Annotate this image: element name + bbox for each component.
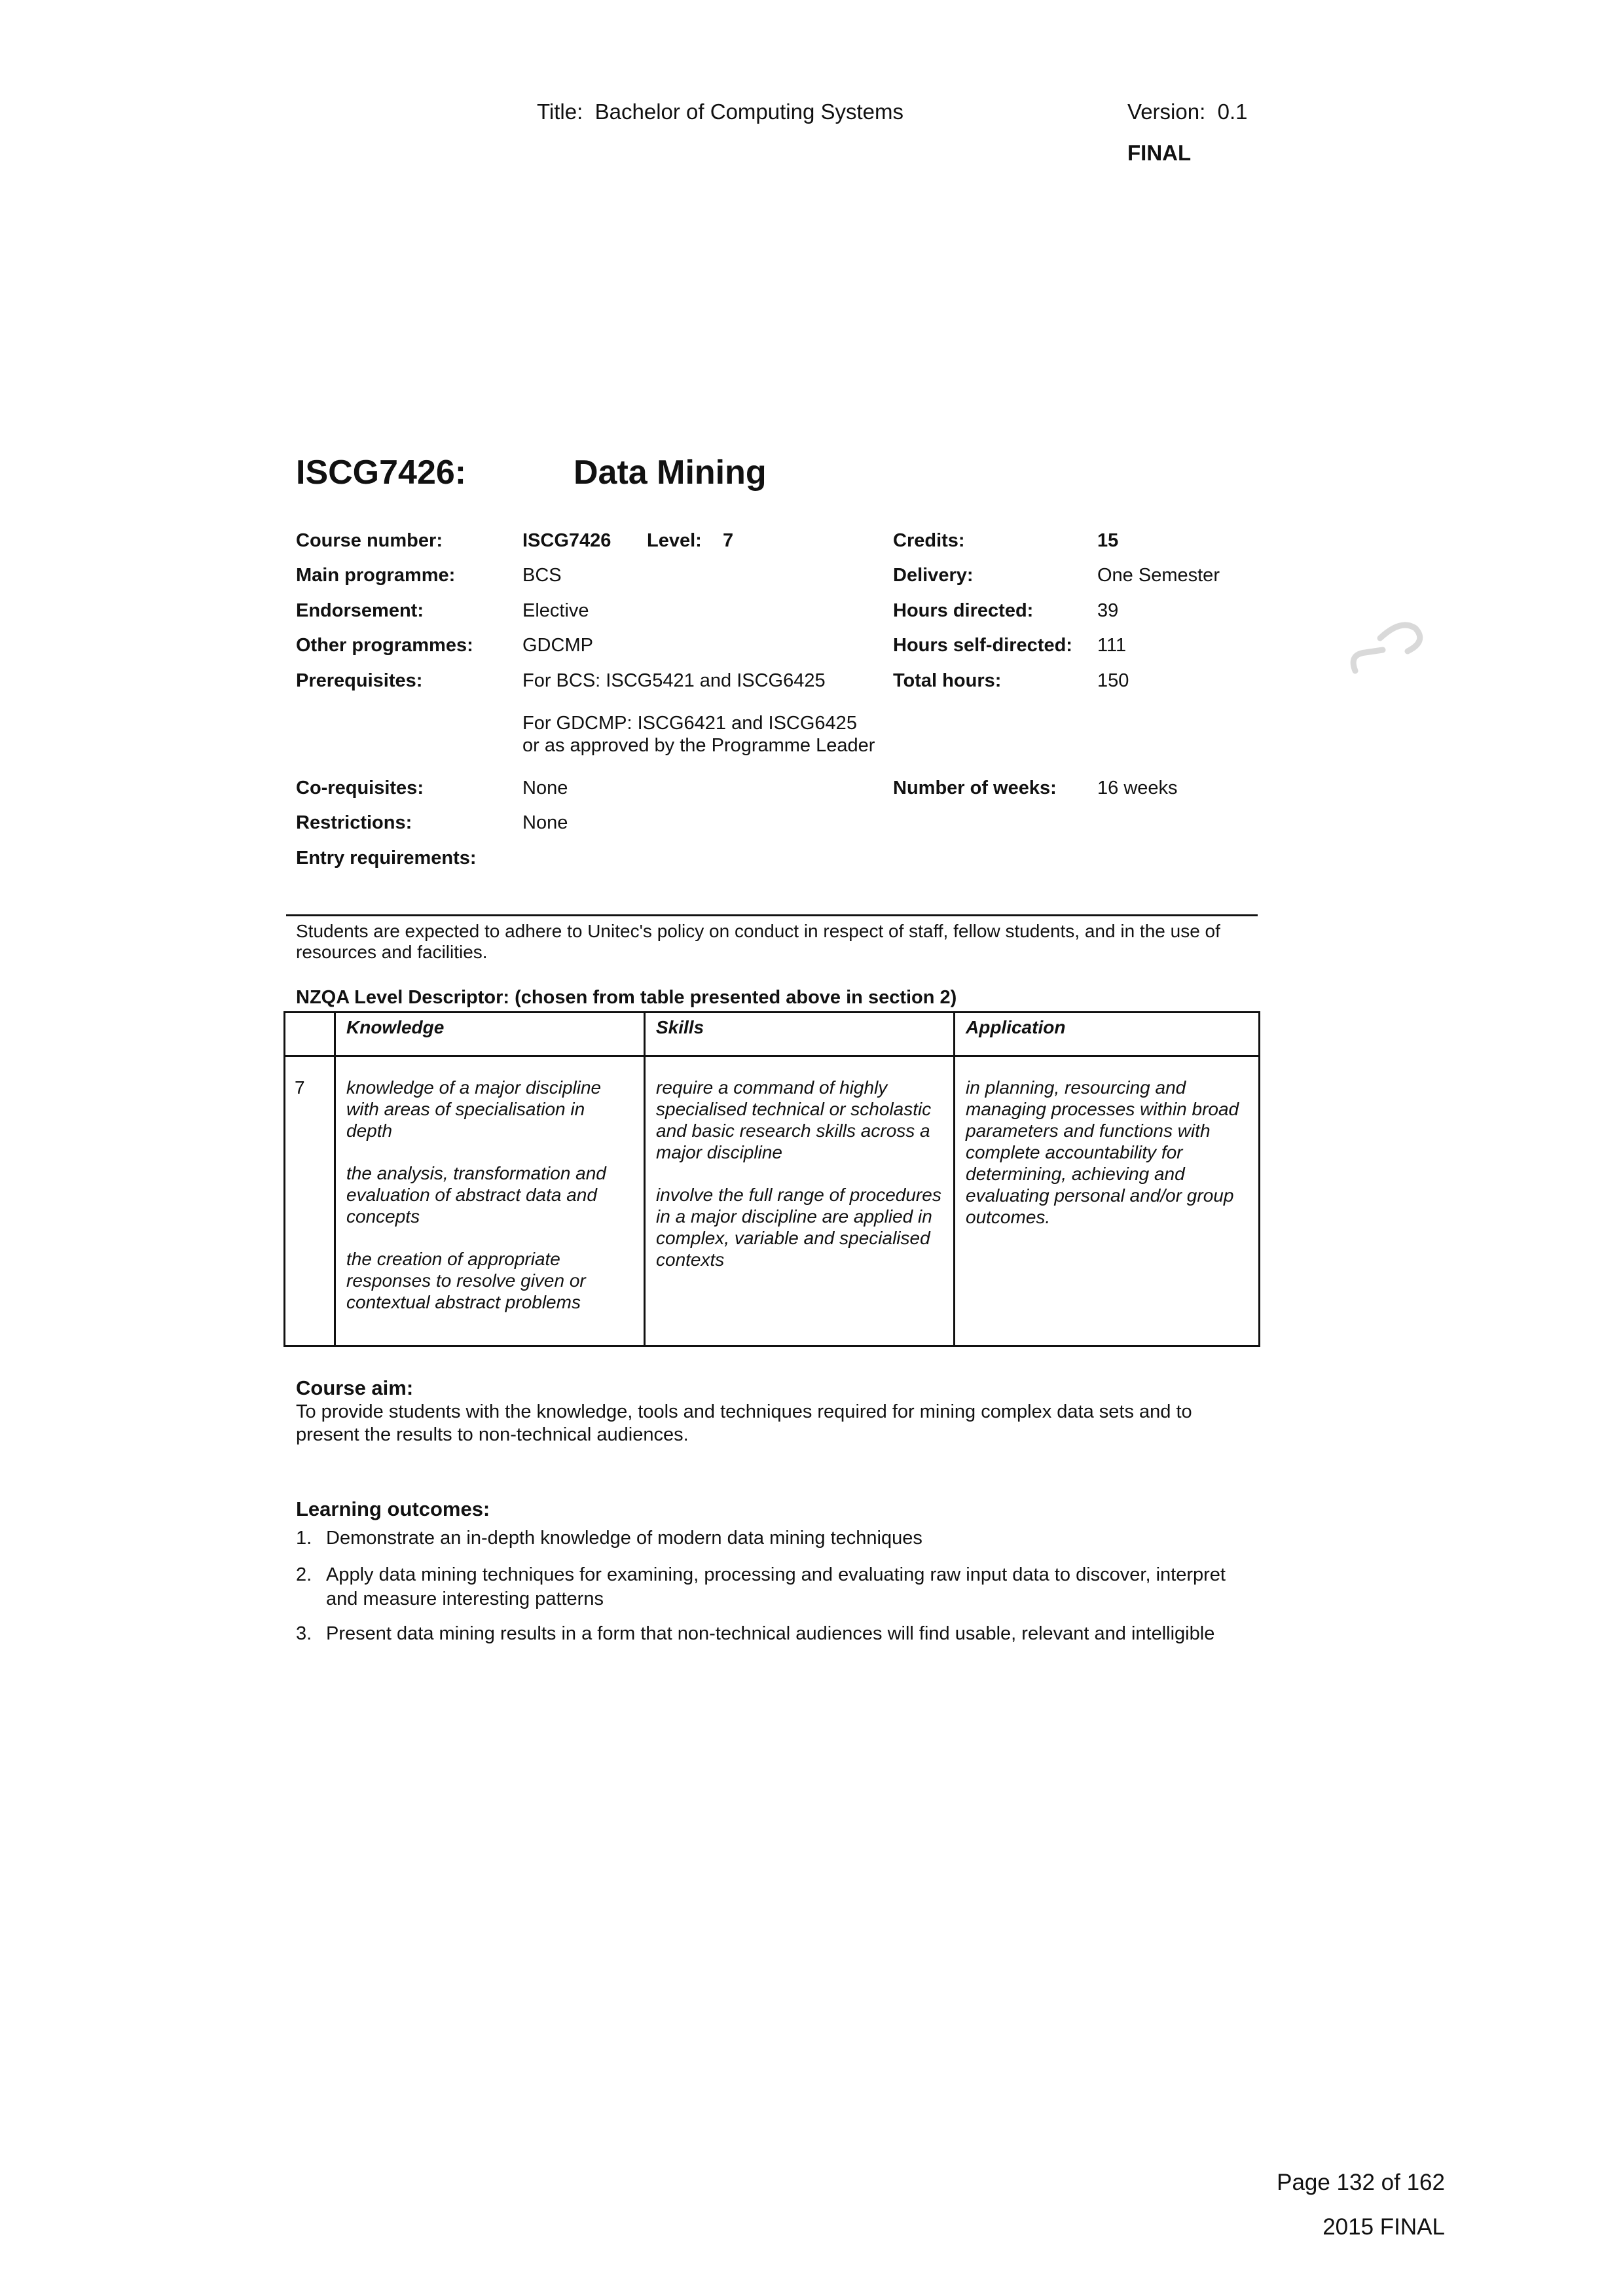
table-header-skills: Skills [645, 1013, 955, 1056]
restrictions-label: Restrictions: [296, 812, 412, 833]
level-value: 7 [723, 530, 734, 551]
application-item: in planning, resourcing and managing processes within broad parameters and functions with complete accountability for determining, achieving and evaluating personal and/or group outcomes. [966, 1077, 1239, 1227]
skills-item: involve the full range of procedures in a major discipline are applied in complex, variable and specialised contexts [656, 1185, 941, 1270]
nzqa-descriptor-title: NZQA Level Descriptor: (chosen from table presented above in section 2) [296, 987, 957, 1008]
number-of-weeks-label: Number of weeks: [893, 778, 1057, 798]
outcome-number: 3. [296, 1623, 312, 1644]
prerequisites-gdcmp-line2: or as approved by the Programme Leader [522, 735, 875, 756]
outcome-text: Apply data mining techniques for examining, processing and evaluating raw input data to discover, interpret and measure interesting patterns [326, 1564, 1226, 1609]
skills-cell [645, 1056, 955, 1346]
table-header-row [285, 1013, 1260, 1056]
course-name-heading: Data Mining [574, 454, 767, 492]
outcome-number: 1. [296, 1528, 312, 1549]
page-number: Page 132 of 162 [1277, 2170, 1445, 2195]
nzqa-descriptor-table [283, 1011, 1260, 1347]
total-hours-value: 150 [1097, 670, 1129, 691]
credits-value: 15 [1097, 530, 1119, 551]
entry-requirements-label: Entry requirements: [296, 848, 477, 869]
total-hours-label: Total hours: [893, 670, 1002, 691]
outcome-number: 2. [296, 1564, 312, 1585]
table-header-application: Application [955, 1013, 1260, 1056]
main-programme-label: Main programme: [296, 565, 456, 586]
course-number-label: Course number: [296, 530, 443, 551]
knowledge-item: the analysis, transformation and evaluation of abstract data and concepts [346, 1163, 606, 1227]
table-header-knowledge: Knowledge [335, 1013, 645, 1056]
skills-item: require a command of highly specialised technical or scholastic and basic research skills across a major discipline [656, 1077, 932, 1162]
edition-label: 2015 FINAL [1322, 2214, 1445, 2240]
header-status: FINAL [1127, 141, 1192, 165]
course-aim-title: Course aim: [296, 1376, 414, 1399]
credits-label: Credits: [893, 530, 965, 551]
application-cell [955, 1056, 1260, 1346]
delivery-label: Delivery: [893, 565, 974, 586]
main-programme-value: BCS [522, 565, 562, 586]
outcome-text: Demonstrate an in-depth knowledge of modern data mining techniques [326, 1528, 922, 1549]
hours-directed-label: Hours directed: [893, 600, 1034, 621]
list-item [296, 1563, 1226, 1611]
knowledge-item: the creation of appropriate responses to resolve given or contextual abstract problems [346, 1249, 586, 1312]
corequisites-label: Co-requisites: [296, 778, 424, 798]
restrictions-value: None [522, 812, 568, 833]
prerequisites-gdcmp [522, 712, 889, 757]
corequisites-value: None [522, 778, 568, 798]
course-aim-text: To provide students with the knowledge, tools and techniques required for mining complex data sets and to present the results to non-technical audiences. [296, 1401, 1192, 1445]
endorsement-value: Elective [522, 600, 589, 621]
course-code-heading: ISCG7426: [296, 454, 467, 492]
other-programmes-value: GDCMP [522, 635, 593, 656]
prerequisites-gdcmp-line1: For GDCMP: ISCG6421 and ISCG6425 [522, 713, 857, 734]
header-version: Version: 0.1 [1127, 99, 1248, 124]
list-item [296, 1622, 1226, 1646]
table-header-level [285, 1013, 335, 1056]
knowledge-item: knowledge of a major discipline with areas of specialisation in depth [346, 1077, 602, 1141]
learning-outcomes-title: Learning outcomes: [296, 1498, 490, 1520]
hours-directed-value: 39 [1097, 600, 1119, 621]
hours-self-directed-label: Hours self-directed: [893, 635, 1072, 656]
hours-self-directed-value: 111 [1097, 635, 1127, 656]
knowledge-cell [335, 1056, 645, 1346]
endorsement-label: Endorsement: [296, 600, 424, 621]
level-label: Level: [647, 530, 702, 551]
table-row [285, 1056, 1260, 1346]
outcome-text: Present data mining results in a form that non-technical audiences will find usable, relevant and intelligible [326, 1623, 1215, 1644]
course-number-value: ISCG7426 [522, 530, 611, 551]
section-divider [286, 914, 1258, 916]
level-cell: 7 [285, 1056, 335, 1346]
delivery-value: One Semester [1097, 565, 1220, 586]
other-programmes-label: Other programmes: [296, 635, 473, 656]
watermark-fragment [1342, 592, 1434, 684]
prerequisites-bcs: For BCS: ISCG5421 and ISCG6425 [522, 670, 826, 691]
prerequisites-label: Prerequisites: [296, 670, 423, 691]
header-title: Title: Bachelor of Computing Systems [537, 99, 904, 124]
list-item [296, 1526, 1226, 1551]
policy-text: Students are expected to adhere to Unitec's policy on conduct in respect of staff, fellow students, and in the use of resources and facilities. [296, 921, 1220, 962]
number-of-weeks-value: 16 weeks [1097, 778, 1178, 798]
